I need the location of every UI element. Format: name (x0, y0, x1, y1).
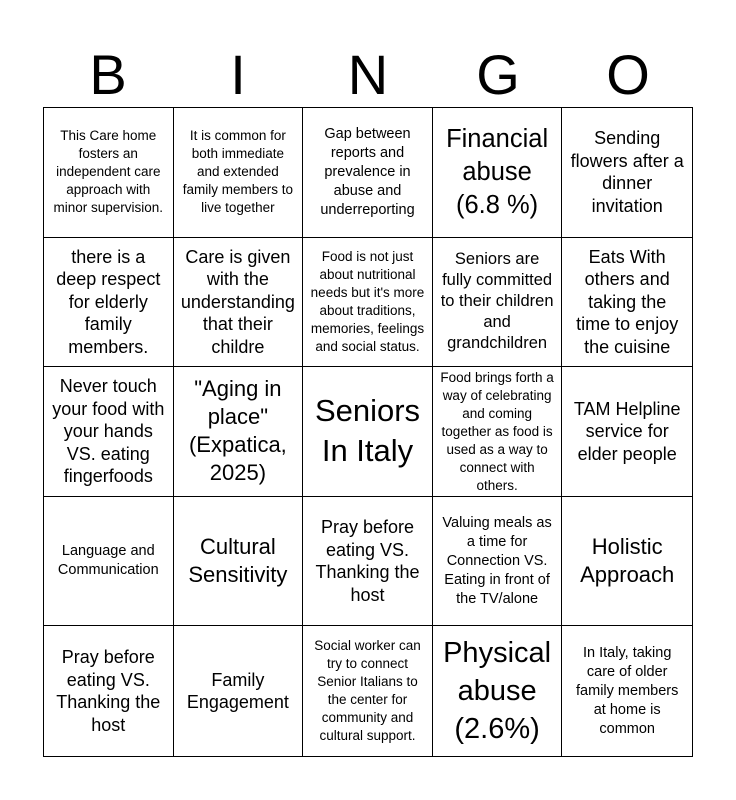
bingo-cell[interactable] (174, 367, 304, 497)
bingo-cell[interactable] (303, 108, 433, 238)
header-letter-b: B (89, 43, 127, 106)
bingo-cell[interactable] (433, 238, 563, 368)
bingo-cell-text: Physical abuse (2.6%) (443, 637, 552, 746)
bingo-cell-text: Never touch your food with your hands VS. eating fingerfoods (52, 376, 165, 487)
bingo-cell-text: This Care home fosters an independent care approach with minor supervision. (53, 128, 164, 216)
bingo-cell-text: Valuing meals as a time for Connection VS. Eating in front of the TV/alone (442, 514, 552, 607)
bingo-cell-text: Cultural Sensitivity (188, 534, 288, 588)
bingo-cell-text: Language and Communication (57, 543, 159, 579)
bingo-cell[interactable] (562, 238, 692, 368)
bingo-cell-text: Seniors are fully committed to their children and grandchildren (440, 250, 554, 353)
bingo-cell[interactable] (44, 238, 174, 368)
header-letter-n: N (347, 43, 389, 106)
bingo-cell[interactable] (433, 108, 563, 238)
bingo-cell-text: Social worker can try to connect Senior Italians to the center for community and cultural support. (314, 638, 421, 744)
bingo-grid (43, 107, 693, 757)
bingo-header (43, 44, 693, 106)
bingo-cell-text: Eats With others and taking the time to enjoy the cuisine (576, 246, 679, 357)
header-letter-o: O (606, 43, 650, 106)
bingo-cell-text: In Italy, taking care of older family members at home is common (576, 644, 679, 737)
bingo-cell[interactable] (174, 626, 304, 756)
bingo-cell[interactable] (562, 626, 692, 756)
bingo-cell-text: TAM Helpline service for elder people (573, 398, 681, 464)
bingo-cell[interactable] (44, 108, 174, 238)
bingo-cell[interactable] (174, 108, 304, 238)
bingo-cell-text: "Aging in place" (Expatica, 2025) (188, 376, 287, 486)
bingo-cell-text: Pray before eating VS. Thanking the host (56, 647, 161, 735)
bingo-cell[interactable] (433, 626, 563, 756)
bingo-cell-text: Holistic Approach (580, 534, 675, 588)
bingo-cell[interactable] (303, 497, 433, 627)
bingo-cell-text: Sending flowers after a dinner invitation (570, 128, 684, 216)
bingo-cell[interactable] (174, 497, 304, 627)
bingo-cell[interactable] (303, 238, 433, 368)
bingo-cell[interactable] (562, 497, 692, 627)
bingo-cell[interactable] (562, 367, 692, 497)
bingo-cell[interactable] (44, 626, 174, 756)
bingo-cell-text: It is common for both immediate and extended family members to live together (182, 128, 294, 216)
bingo-cell[interactable] (303, 367, 433, 497)
bingo-cell[interactable] (433, 497, 563, 627)
header-letter-g: G (476, 43, 520, 106)
bingo-cell-text: Care is given with the understanding that their childre (180, 246, 295, 357)
bingo-cell-text: Gap between reports and prevalence in abuse and underreporting (320, 125, 415, 218)
bingo-cell-text: Seniors In Italy (314, 393, 421, 469)
bingo-cell-text: Food is not just about nutritional needs but it's more about traditions, memories, feelings and social status. (310, 248, 425, 354)
bingo-cell-text: there is a deep respect for elderly family members. (56, 246, 161, 357)
bingo-cell-text: Financial abuse (6.8 %) (446, 124, 549, 219)
bingo-cell[interactable] (44, 497, 174, 627)
bingo-cell[interactable] (562, 108, 692, 238)
bingo-cell-text: Family Engagement (186, 669, 289, 713)
bingo-cell-text: Food brings forth a way of celebrating and coming together as food is used as a way to connect with others. (440, 369, 554, 493)
bingo-cell[interactable] (433, 367, 563, 497)
bingo-cell[interactable] (303, 626, 433, 756)
header-letter-i: I (230, 43, 246, 106)
bingo-cell[interactable] (174, 238, 304, 368)
bingo-cell-text: Pray before eating VS. Thanking the host (315, 517, 420, 605)
bingo-cell[interactable] (44, 367, 174, 497)
